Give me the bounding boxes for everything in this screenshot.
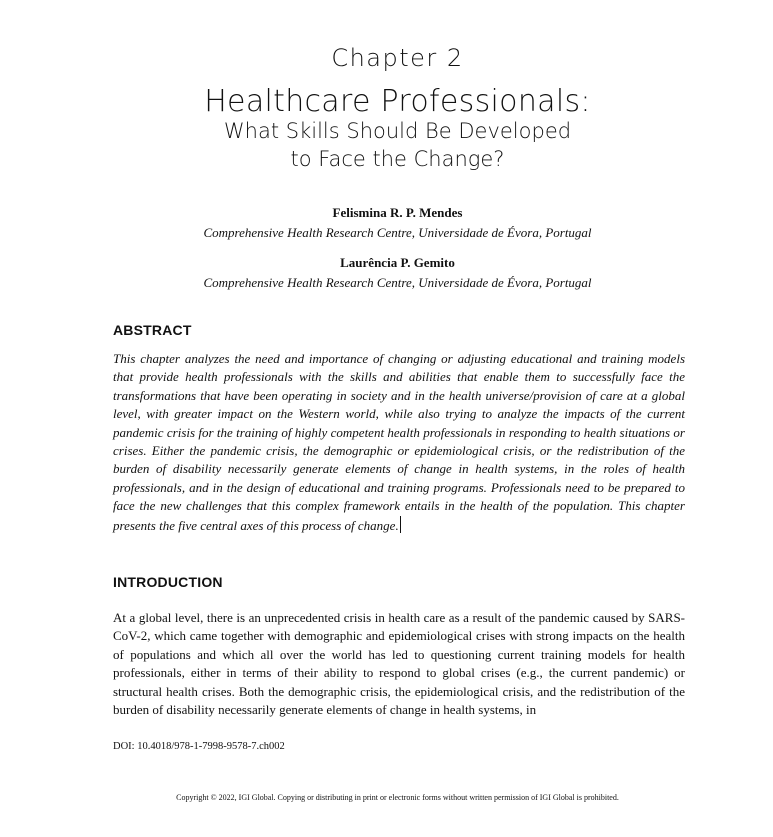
copyright-notice: Copyright © 2022, IGI Global. Copying or distributing in print or electronic forms without written permission of IGI Global is prohibited. <box>176 793 619 802</box>
author-name: Laurência P. Gemito <box>340 255 455 270</box>
author-affiliation: Comprehensive Health Research Centre, Universidade de Évora, Portugal <box>203 225 592 240</box>
chapter-subtitle-line-1: What Skills Should Be Developed <box>223 119 572 143</box>
abstract-heading: ABSTRACT <box>113 322 192 338</box>
introduction-body: At a global level, there is an unprecedented crisis in health care as a result of the pandemic caused by SARS-CoV-2, which came together with demographic and epidemiological crises with strong impacts on the health of populations and which all over the world has led to questioning current training models for health professionals, either in terms of their ability to respond to global crises (e.g., the current pandemic) or structural health crises. Both the demographic crisis, the epidemiological crisis, and the redistribution of the burden of disability necessarily generate elements of change in health systems, in <box>113 610 685 718</box>
chapter-subtitle-line-2: to Face the Change? <box>290 147 505 171</box>
chapter-label: Chapter 2 <box>331 44 464 72</box>
text-cursor <box>400 516 401 533</box>
chapter-title: Healthcare Professionals: <box>204 84 591 119</box>
doi-label: DOI: 10.4018/978-1-7998-9578-7.ch002 <box>113 741 285 752</box>
author-name: Felismina R. P. Mendes <box>332 205 463 220</box>
author-affiliation: Comprehensive Health Research Centre, Universidade de Évora, Portugal <box>203 275 592 290</box>
author-block-2 <box>0 255 773 291</box>
abstract-text: This chapter analyzes the need and importance of changing or adjusting educational and training models that provide health professionals with the skills and abilities that enable them to successfully face the transformations that have been operating in society and in the health universe/provision of care at a global level, with greater impact on the Western world, while also trying to analyze the impacts of the current pandemic crisis for the training of highly competent health professionals in responding to health situations or crises. Either the pandemic crisis, the demographic or epidemiological crisis, or the redistribution of the burden of disability necessarily generate elements of change in health systems, in the roles of health professionals, and in the design of educational and training programs. Professionals need to be prepared to face the new challenges that this complex framework entails in the health of the population. This chapter presents the five central axes of this process of change. <box>113 351 685 533</box>
author-block-1 <box>0 205 773 241</box>
introduction-heading: INTRODUCTION <box>113 574 223 590</box>
chapter-subtitle <box>0 117 773 173</box>
abstract-body[interactable] <box>113 350 685 535</box>
